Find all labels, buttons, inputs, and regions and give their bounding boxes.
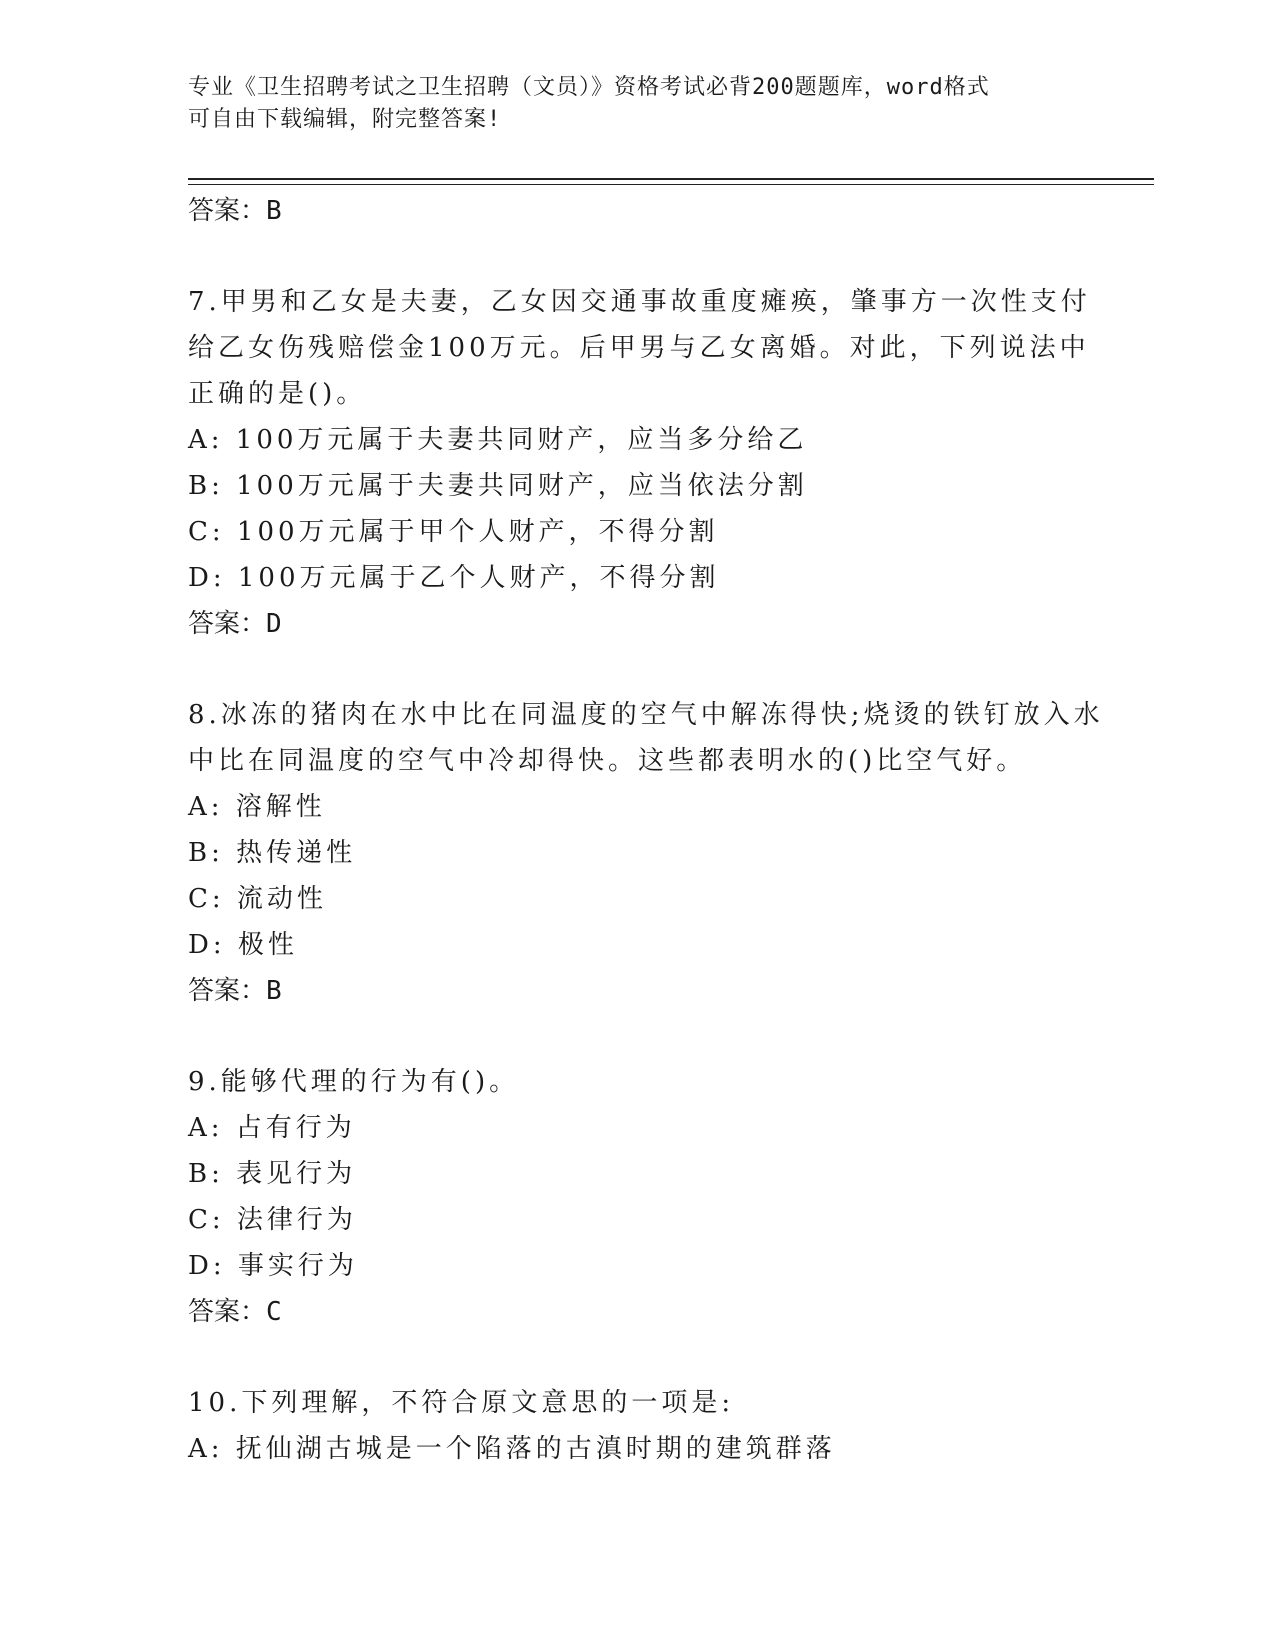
header-divider-thin [188,184,1154,185]
question-block [188,279,1091,647]
option-c: C: 100万元属于甲个人财产，不得分割 [188,517,719,547]
answer-line: 答案：C [188,1297,282,1327]
question-list [188,188,1104,1472]
option-a: A: 占有行为 [188,1113,356,1143]
answer-line: 答案：D [188,609,282,639]
question-stem-line: 9.能够代理的行为有()。 [188,1067,520,1097]
option-b: B: 表见行为 [188,1159,357,1189]
question-block [188,692,1104,1014]
answer-line: 答案：B [188,976,282,1006]
option-d: D: 极性 [188,930,298,960]
spacer [188,647,1088,692]
option-b: B: 热传递性 [188,838,357,868]
option-d: D: 事实行为 [188,1251,358,1281]
option-c: C: 法律行为 [188,1205,357,1235]
question-block [188,1059,1088,1335]
header-title-line-1: 专业《卫生招聘考试之卫生招聘（文员）》资格考试必背200题题库，word格式 [188,75,990,100]
question-stem-line: 8.冰冻的猪肉在水中比在同温度的空气中解冻得快;烧烫的铁钉放入水 [188,700,1104,730]
question-block [188,1380,1088,1472]
question-stem-line: 10.下列理解，不符合原文意思的一项是: [188,1388,735,1418]
answer-line: 答案：B [188,196,282,226]
document-header [188,72,1088,136]
option-b: B: 100万元属于夫妻共同财产，应当依法分割 [188,471,808,501]
header-title-line-2: 可自由下载编辑，附完整答案! [188,107,502,132]
question-stem-line: 中比在同温度的空气中冷却得快。这些都表明水的()比空气好。 [188,746,1027,776]
option-a: A: 抚仙湖古城是一个陷落的古滇时期的建筑群落 [188,1434,836,1464]
spacer [188,234,1088,279]
option-c: C: 流动性 [188,884,327,914]
option-d: D: 100万元属于乙个人财产，不得分割 [188,563,720,593]
spacer [188,1014,1088,1059]
option-a: A: 100万元属于夫妻共同财产，应当多分给乙 [188,425,808,455]
option-a: A: 溶解性 [188,792,326,822]
question-stem-line: 7.甲男和乙女是夫妻，乙女因交通事故重度瘫痪，肇事方一次性支付 [188,287,1091,317]
header-divider-thick [188,178,1154,180]
spacer [188,1335,1088,1380]
question-stem-line: 给乙女伤残赔偿金100万元。后甲男与乙女离婚。对此，下列说法中 [188,333,1090,363]
question-stem-line: 正确的是()。 [188,379,367,409]
